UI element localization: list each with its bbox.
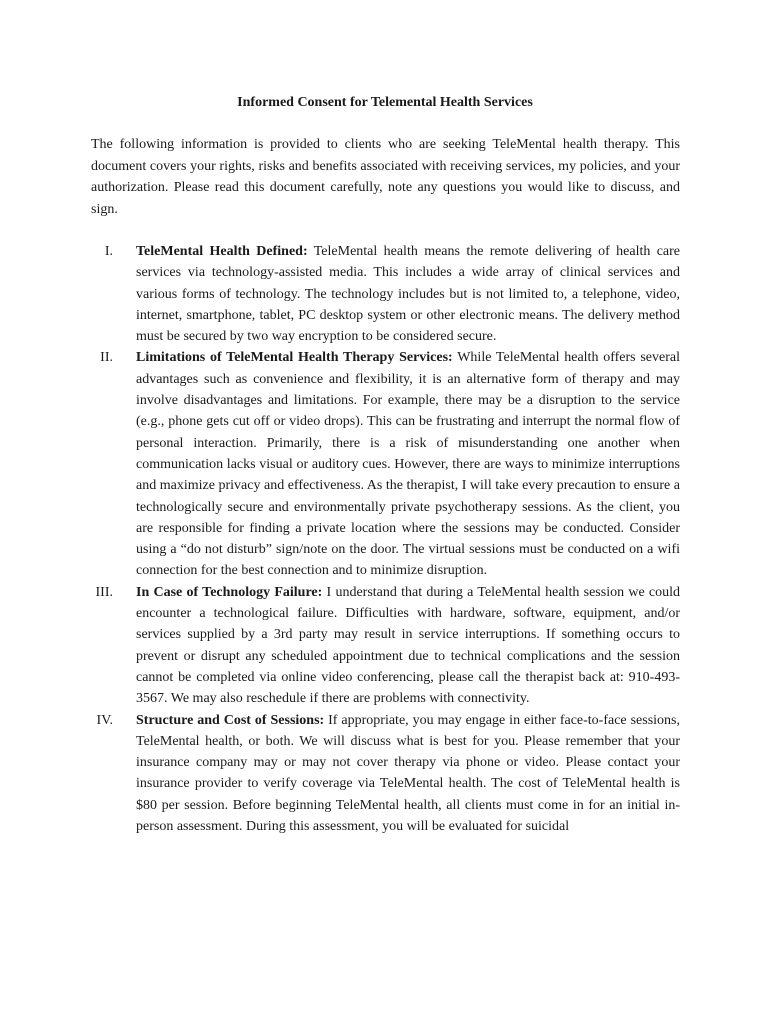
section-numeral: III. bbox=[95, 584, 113, 600]
section-numeral: I. bbox=[104, 244, 113, 259]
intro-paragraph: The following information is provided to clients who are seeking TeleMental health therapy. This document covers your rights, risks and benefits associated with receiving services, my policies, and your authorization. Please read this document carefully, note any questions you would like to discuss, and sign. bbox=[91, 137, 680, 217]
document-title: Informed Consent for Telemental Health Services bbox=[237, 95, 533, 110]
section-heading: In Case of Technology Failure: bbox=[136, 584, 323, 600]
section-heading: TeleMental Health Defined: bbox=[136, 244, 308, 259]
section-text bbox=[136, 710, 680, 838]
section-4 bbox=[91, 710, 680, 838]
section-3 bbox=[91, 582, 680, 710]
section-2 bbox=[91, 347, 680, 581]
section-heading: Structure and Cost of Sessions: bbox=[136, 712, 325, 728]
section-text bbox=[136, 347, 680, 581]
section-1 bbox=[91, 241, 680, 347]
section-body: If appropriate, you may engage in either face-to-face sessions, TeleMental health, or both. We will discuss what is best for you. Please remember that your insurance company may or may not cover therapy via phone or video. Please contact your insurance provider to verify coverage via TeleMental health. The cost of TeleMental health is $80 per session. Before beginning TeleMental health, all clients must come in for an initial in-person assessment. During this assessment, you will be evaluated for suicidal bbox=[136, 712, 680, 835]
sections-list bbox=[91, 241, 680, 837]
section-heading: Limitations of TeleMental Health Therapy Services: bbox=[136, 350, 453, 366]
section-text bbox=[136, 241, 680, 347]
section-body: I understand that during a TeleMental health session we could encounter a technological failure. Difficulties with hardware, software, equipment, and/or services supplied by a 3rd party may result in service interruptions. If something occurs to prevent or disrupt any scheduled appointment due to technical complications and the session cannot be completed via online video conferencing, please call the therapist back at: 910-493-3567. We may also reschedule if there are problems with connectivity. bbox=[136, 584, 681, 707]
section-text bbox=[136, 582, 680, 710]
section-numeral: II. bbox=[100, 350, 113, 366]
section-numeral: IV. bbox=[96, 712, 113, 728]
section-body: While TeleMental health offers several advantages such as convenience and flexibility, it is an alternative form of therapy and may involve disadvantages and limitations. For example, there may be a disruption to the service (e.g., phone gets cut off or video drops). This can be frustrating and interrupt the normal flow of personal interaction. Primarily, there is a risk of misunderstanding one another when communication lacks visual or auditory cues. However, there are ways to minimize interruptions and maximize privacy and effectiveness. As the therapist, I will take every precaution to ensure a technologically secure and environmentally private psychotherapy sessions. As the client, you are responsible for finding a private location where the sessions may be conducted. Consider using a “do not disturb” sign/note on the door. The virtual sessions must be conducted on a wifi connection for the best connection and to minimize disruption. bbox=[136, 350, 680, 579]
section-body: TeleMental health means the remote delivering of health care services via technology-assisted media. This includes a wide array of clinical services and various forms of technology. The technology includes but is not limited to, a telephone, video, internet, smartphone, tablet, PC desktop system or other electronic means. The delivery method must be secured by two way encryption to be considered secure. bbox=[136, 244, 681, 345]
